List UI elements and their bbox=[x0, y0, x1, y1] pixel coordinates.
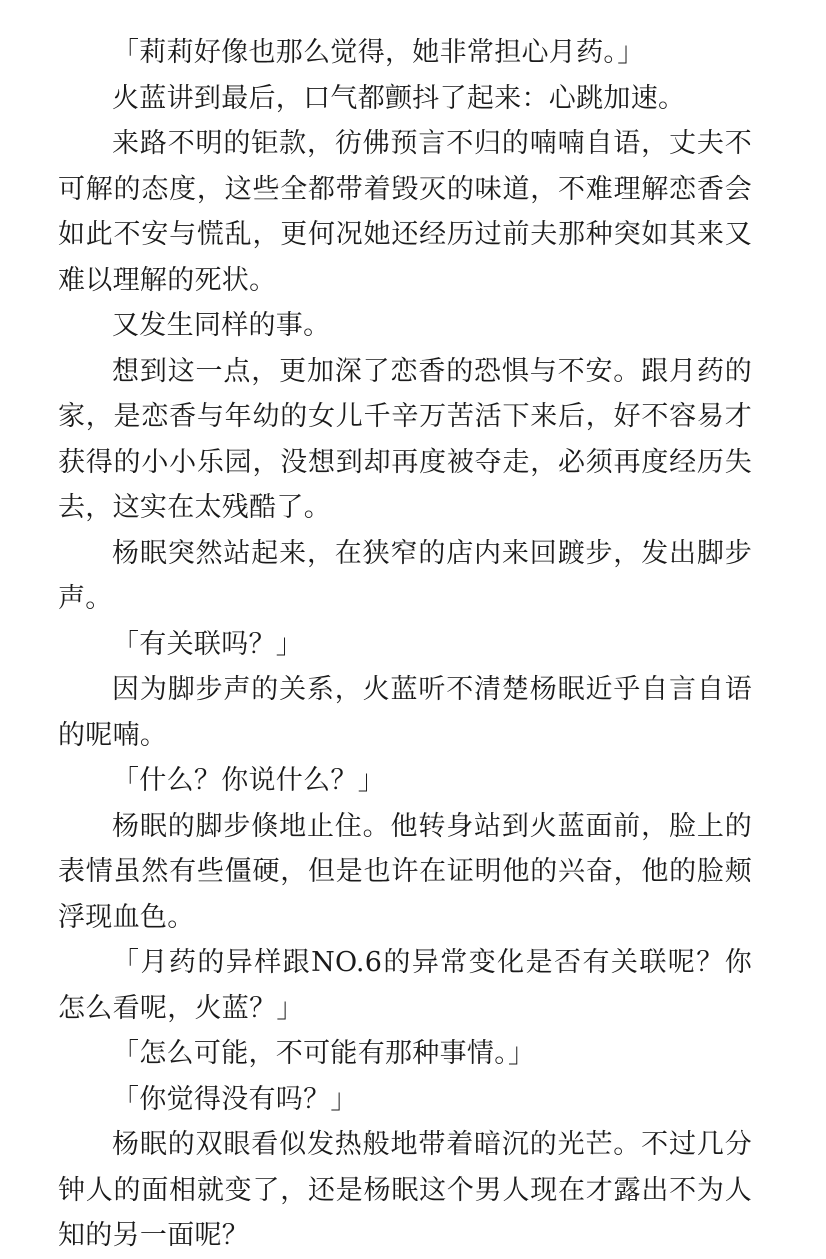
paragraph-10: 杨眠的脚步倏地止住。他转身站到火蓝面前，脸上的表情虽然有些僵硬，但是也许在证明他的兴奋，他的脸颊浮现血色。 bbox=[58, 810, 752, 933]
paragraph-13: 「你觉得没有吗？」 bbox=[112, 1083, 358, 1115]
paragraph-7: 「有关联吗？」 bbox=[112, 628, 304, 660]
paragraph-1: 「莉莉好像也那么觉得，她非常担心月药。」 bbox=[112, 37, 645, 68]
paragraph-11: 「月药的异样跟NO.6的异常变化是否有关联呢？你怎么看呢，火蓝？」 bbox=[58, 947, 752, 1024]
paragraph-12: 「怎么可能，不可能有那种事情。」 bbox=[112, 1038, 536, 1069]
paragraph-4: 又发生同样的事。 bbox=[112, 310, 331, 341]
paragraph-3: 来路不明的钜款，彷佛预言不归的喃喃自语，丈夫不可解的态度，这些全都带着毁灭的味道，不难理解恋香会如此不安与慌乱，更何况她还经历过前夫那种突如其来又难以理解的死状。 bbox=[58, 128, 752, 296]
document-page bbox=[58, 30, 752, 1259]
paragraph-5: 想到这一点，更加深了恋香的恐惧与不安。跟月药的家，是恋香与年幼的女儿千辛万苦活下来后，好不容易才获得的小小乐园，没想到却再度被夺走，必须再度经历失去，这实在太残酷了。 bbox=[58, 355, 752, 523]
paragraph-8: 因为脚步声的关系，火蓝听不清楚杨眠近乎自言自语的呢喃。 bbox=[58, 674, 752, 751]
paragraph-9: 「什么？你说什么？」 bbox=[112, 765, 385, 796]
paragraph-14: 杨眠的双眼看似发热般地带着暗沉的光芒。不过几分钟人的面相就变了，还是杨眠这个男人现在才露出不为人知的另一面呢？ bbox=[58, 1129, 752, 1251]
paragraph-2: 火蓝讲到最后，口气都颤抖了起来：心跳加速。 bbox=[112, 82, 686, 114]
paragraph-6: 杨眠突然站起来，在狭窄的店内来回踱步，发出脚步声。 bbox=[58, 537, 752, 614]
